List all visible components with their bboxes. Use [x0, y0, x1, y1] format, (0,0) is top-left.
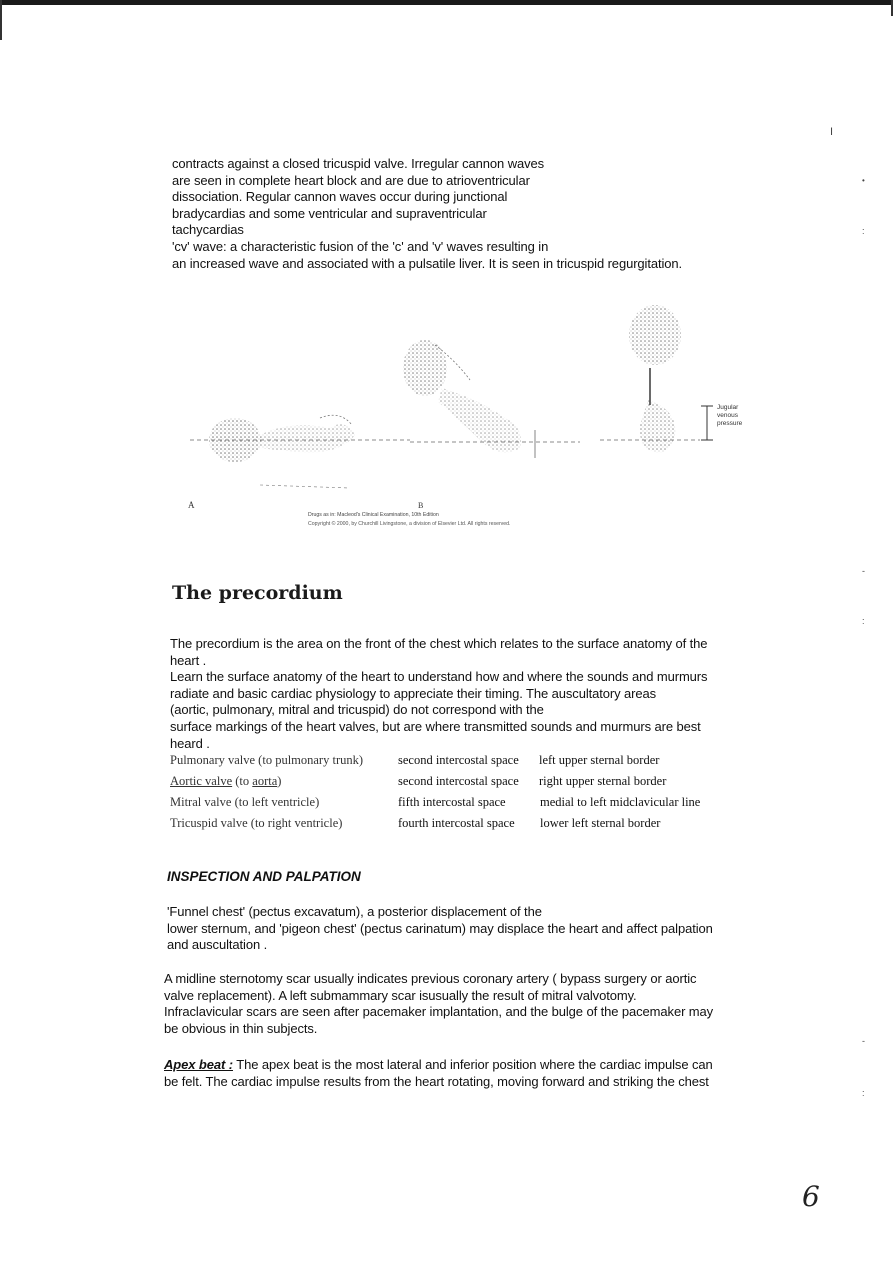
figure-caption-line-2: Copyright © 2000, by Churchill Livingstone, a division of Elsevier Ltd. All rights reserved.	[308, 521, 511, 527]
scan-top-edge	[0, 0, 893, 5]
figure-panel-c-patient	[600, 305, 713, 452]
valve-name: Pulmonary valve (to pulmonary trunk)	[170, 753, 364, 767]
scan-left-edge	[0, 0, 2, 40]
figure-side-label: Jugular venous pressure	[717, 404, 743, 427]
valve-space: second intercostal space	[398, 774, 519, 788]
figure-label-a: A	[188, 500, 195, 510]
valve-name: Mitral valve (to left ventricle)	[170, 795, 320, 809]
page-number: 6	[802, 1180, 820, 1213]
valve-name-part: )	[277, 774, 282, 788]
jvp-figure	[180, 300, 780, 535]
paragraph-cannon-waves: contracts against a closed tricuspid valve. Irregular cannon waves are seen in complete heart block and are due to atrioventricular dissociation. Regular cannon waves occur during junctional bradycardias and some ventricular and supraventricular tachycardias 'cv' wave: a characteristic fusion of the 'c' and 'v' waves resulting in an increased wave and associated with a pulsatile liver. It is seen in tricuspid regurgitation.	[172, 156, 683, 271]
section-heading-precordium: The precordium	[172, 582, 343, 604]
margin-dot: -	[862, 566, 865, 576]
paragraph-apex-beat	[164, 1057, 800, 1090]
apex-beat-label: Apex beat :	[164, 1057, 233, 1072]
figure-label-b: B	[418, 501, 424, 510]
apex-beat-text: The apex beat is the most lateral and inferior position where the cardiac impulse can be felt. The cardiac impulse results from the heart rotating, moving forward and striking the chest	[164, 1057, 713, 1089]
margin-dot: :	[862, 616, 865, 626]
valve-border: lower left sternal border	[540, 816, 661, 830]
valve-name	[170, 774, 281, 789]
margin-dot: :	[862, 1088, 865, 1098]
figure-panel-a-patient	[190, 415, 410, 488]
valve-name-part: Aortic valve	[170, 774, 233, 788]
valve-name-part: (to	[232, 774, 253, 788]
margin-dot: :	[862, 226, 865, 236]
paragraph-scars: A midline sternotomy scar usually indicates previous coronary artery ( bypass surgery or aortic valve replacement). A left submammary scar isusually the result of mitral valvotomy. Infraclavicular scars are seen after pacemaker implantation, and the bulge of the pacemaker may be obvious in thin subjects.	[164, 971, 714, 1036]
paragraph-chest-shape: 'Funnel chest' (pectus excavatum), a posterior displacement of the lower sternum, and 'pigeon chest' (pectus carinatum) may displace the heart and affect palpation and auscultation .	[167, 904, 713, 953]
valve-border: medial to left midclavicular line	[540, 795, 701, 809]
margin-dot: •	[862, 176, 865, 185]
valve-border: right upper sternal border	[539, 774, 667, 788]
figure-caption-line-1: Drugs as in: Macleod's Clinical Examination, 10th Edition	[308, 512, 439, 518]
valve-space: fifth intercostal space	[398, 795, 506, 809]
margin-mark: I	[830, 126, 834, 138]
margin-dot: -	[862, 1036, 865, 1046]
valve-name: Tricuspid valve (to right ventricle)	[170, 816, 343, 830]
valve-space: second intercostal space	[398, 753, 519, 767]
section-heading-inspection: INSPECTION AND PALPATION	[167, 869, 361, 884]
valve-name-part: aorta	[252, 774, 278, 788]
valve-border: left upper sternal border	[539, 753, 660, 767]
valve-space: fourth intercostal space	[398, 816, 515, 830]
figure-panel-b-patient	[403, 340, 580, 458]
paragraph-precordium: The precordium is the area on the front of the chest which relates to the surface anatomy of the heart . Learn the surface anatomy of the heart to understand how and where the sounds and murmurs radiate and basic cardiac physiology to appreciate their timing. The auscultatory areas (aortic, pulmonary, mitral and tricuspid) do not correspond with the surface markings of the heart valves, but are where transmitted sounds and murmurs are best heard .	[170, 636, 708, 751]
